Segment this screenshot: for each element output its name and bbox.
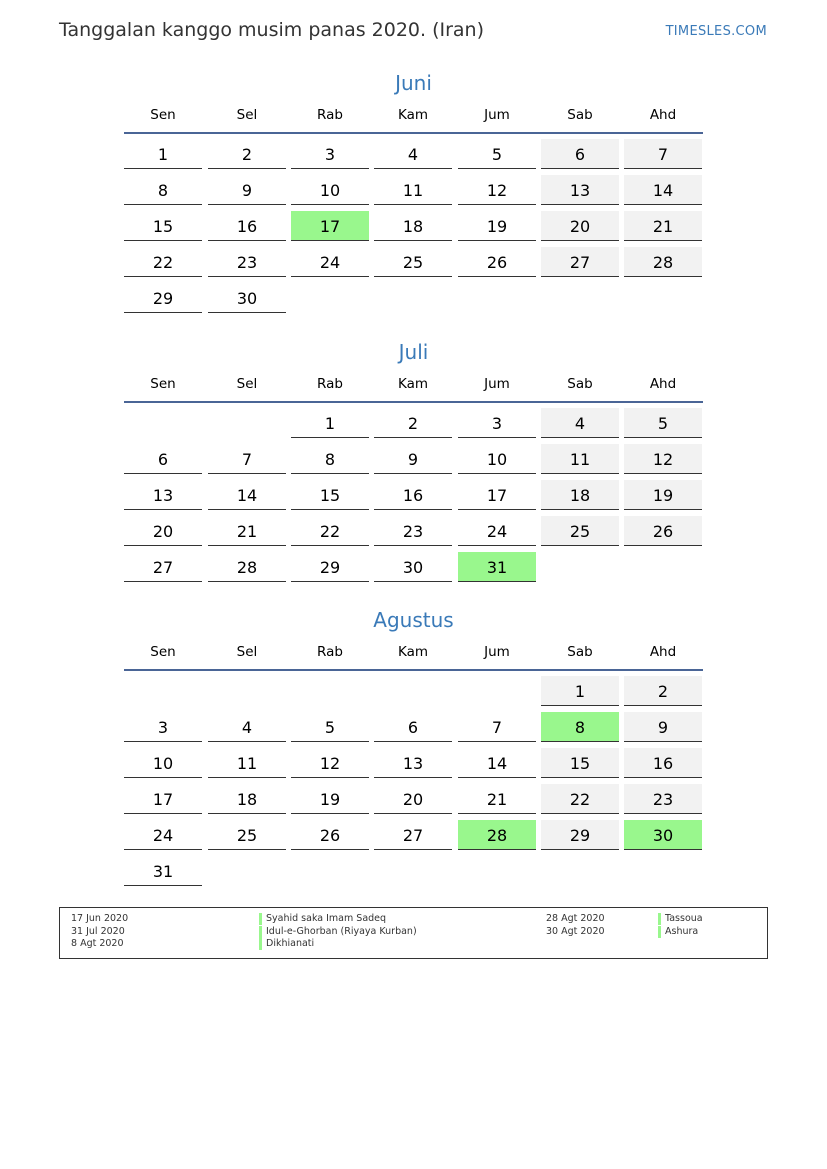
day-cell: 19	[624, 480, 702, 510]
legend-holiday-name: Idul-e-Ghorban (Riyaya Kurban)	[259, 926, 417, 938]
day-cell: 8	[124, 175, 202, 205]
holiday-day-cell: 28	[458, 820, 536, 850]
legend-date: 31 Jul 2020	[71, 926, 125, 937]
day-cell: 3	[458, 408, 536, 438]
weekday-label: Sen	[150, 107, 176, 123]
weekday-label: Sel	[236, 107, 258, 123]
weekday-label: Kam	[397, 376, 429, 392]
weekday-label: Rab	[317, 107, 343, 123]
day-cell: 13	[124, 480, 202, 510]
day-cell: 20	[374, 784, 452, 814]
day-cell: 29	[541, 820, 619, 850]
day-cell: 29	[291, 552, 369, 582]
day-cell: 11	[541, 444, 619, 474]
legend-holiday-name: Ashura	[658, 926, 698, 938]
weekday-label: Rab	[317, 644, 343, 660]
holiday-day-cell: 30	[624, 820, 702, 850]
weekday-header	[124, 643, 703, 661]
day-cell: 25	[541, 516, 619, 546]
weekday-label: Sen	[150, 376, 176, 392]
month-title: Agustus	[373, 608, 454, 632]
day-cell: 22	[541, 784, 619, 814]
day-cell: 9	[208, 175, 286, 205]
weekday-label: Sen	[150, 644, 176, 660]
day-cell: 23	[624, 784, 702, 814]
day-cell: 23	[374, 516, 452, 546]
day-cell: 10	[458, 444, 536, 474]
day-cell: 10	[124, 748, 202, 778]
day-cell: 5	[624, 408, 702, 438]
day-cell: 6	[541, 139, 619, 169]
header-divider	[124, 401, 703, 403]
day-cell: 28	[624, 247, 702, 277]
weekday-label: Ahd	[649, 107, 677, 123]
day-cell: 19	[291, 784, 369, 814]
day-cell: 8	[291, 444, 369, 474]
day-cell: 20	[541, 211, 619, 241]
day-cell: 21	[624, 211, 702, 241]
day-cell: 14	[458, 748, 536, 778]
weekday-label: Jum	[484, 107, 510, 123]
day-cell: 25	[374, 247, 452, 277]
day-cell: 2	[624, 676, 702, 706]
brand-link[interactable]: TIMESLES.COM	[665, 24, 767, 39]
day-cell: 9	[624, 712, 702, 742]
day-cell: 12	[458, 175, 536, 205]
day-cell: 24	[291, 247, 369, 277]
legend-date: 17 Jun 2020	[71, 913, 129, 924]
day-cell: 12	[624, 444, 702, 474]
legend-holiday-name: Tassoua	[658, 913, 703, 925]
page-title: Tanggalan kanggo musim panas 2020. (Iran)	[59, 19, 485, 41]
day-cell: 3	[291, 139, 369, 169]
day-cell: 18	[541, 480, 619, 510]
day-cell: 28	[208, 552, 286, 582]
day-cell: 2	[208, 139, 286, 169]
holiday-day-cell: 31	[458, 552, 536, 582]
day-cell: 11	[374, 175, 452, 205]
day-cell: 27	[124, 552, 202, 582]
day-cell: 4	[374, 139, 452, 169]
day-cell: 17	[124, 784, 202, 814]
day-cell: 1	[124, 139, 202, 169]
holiday-day-cell: 8	[541, 712, 619, 742]
day-cell: 3	[124, 712, 202, 742]
day-cell: 15	[541, 748, 619, 778]
day-cell: 9	[374, 444, 452, 474]
day-cell: 19	[458, 211, 536, 241]
day-cell: 4	[208, 712, 286, 742]
day-cell: 16	[208, 211, 286, 241]
day-cell: 26	[291, 820, 369, 850]
day-cell: 12	[291, 748, 369, 778]
legend-holiday-name: Syahid saka Imam Sadeq	[259, 913, 386, 925]
day-cell: 30	[208, 283, 286, 313]
holiday-legend	[59, 907, 768, 959]
month-title: Juni	[395, 71, 432, 95]
day-cell: 5	[291, 712, 369, 742]
day-cell: 21	[458, 784, 536, 814]
day-cell: 1	[541, 676, 619, 706]
day-cell: 29	[124, 283, 202, 313]
day-cell: 17	[458, 480, 536, 510]
day-cell: 13	[374, 748, 452, 778]
day-cell: 16	[374, 480, 452, 510]
weekday-label: Sel	[236, 376, 258, 392]
weekday-header	[124, 106, 703, 124]
day-cell: 6	[374, 712, 452, 742]
header-divider	[124, 132, 703, 134]
day-cell: 5	[458, 139, 536, 169]
day-cell: 10	[291, 175, 369, 205]
weekday-label: Rab	[317, 376, 343, 392]
weekday-label: Kam	[397, 644, 429, 660]
weekday-header	[124, 375, 703, 393]
weekday-label: Kam	[397, 107, 429, 123]
day-cell: 1	[291, 408, 369, 438]
legend-date: 8 Agt 2020	[71, 938, 124, 949]
holiday-day-cell: 17	[291, 211, 369, 241]
day-cell: 24	[458, 516, 536, 546]
month-title: Juli	[398, 340, 429, 364]
day-cell: 15	[291, 480, 369, 510]
day-cell: 23	[208, 247, 286, 277]
weekday-label: Jum	[484, 376, 510, 392]
day-cell: 30	[374, 552, 452, 582]
day-cell: 4	[541, 408, 619, 438]
day-cell: 6	[124, 444, 202, 474]
weekday-label: Ahd	[649, 376, 677, 392]
day-cell: 20	[124, 516, 202, 546]
legend-date: 30 Agt 2020	[546, 926, 605, 937]
day-cell: 2	[374, 408, 452, 438]
header-divider	[124, 669, 703, 671]
day-cell: 15	[124, 211, 202, 241]
day-cell: 14	[624, 175, 702, 205]
day-cell: 31	[124, 856, 202, 886]
day-cell: 25	[208, 820, 286, 850]
day-cell: 26	[624, 516, 702, 546]
day-cell: 26	[458, 247, 536, 277]
weekday-label: Sel	[236, 644, 258, 660]
day-cell: 27	[374, 820, 452, 850]
day-cell: 18	[208, 784, 286, 814]
day-cell: 16	[624, 748, 702, 778]
weekday-label: Sab	[567, 107, 593, 123]
day-cell: 21	[208, 516, 286, 546]
legend-date: 28 Agt 2020	[546, 913, 605, 924]
weekday-label: Jum	[484, 644, 510, 660]
day-cell: 13	[541, 175, 619, 205]
weekday-label: Ahd	[649, 644, 677, 660]
day-cell: 7	[208, 444, 286, 474]
weekday-label: Sab	[567, 644, 593, 660]
weekday-label: Sab	[567, 376, 593, 392]
day-cell: 18	[374, 211, 452, 241]
day-cell: 27	[541, 247, 619, 277]
day-cell: 7	[624, 139, 702, 169]
day-cell: 22	[291, 516, 369, 546]
day-cell: 14	[208, 480, 286, 510]
day-cell: 7	[458, 712, 536, 742]
day-cell: 22	[124, 247, 202, 277]
day-cell: 24	[124, 820, 202, 850]
day-cell: 11	[208, 748, 286, 778]
legend-holiday-name: Dikhianati	[259, 938, 314, 950]
